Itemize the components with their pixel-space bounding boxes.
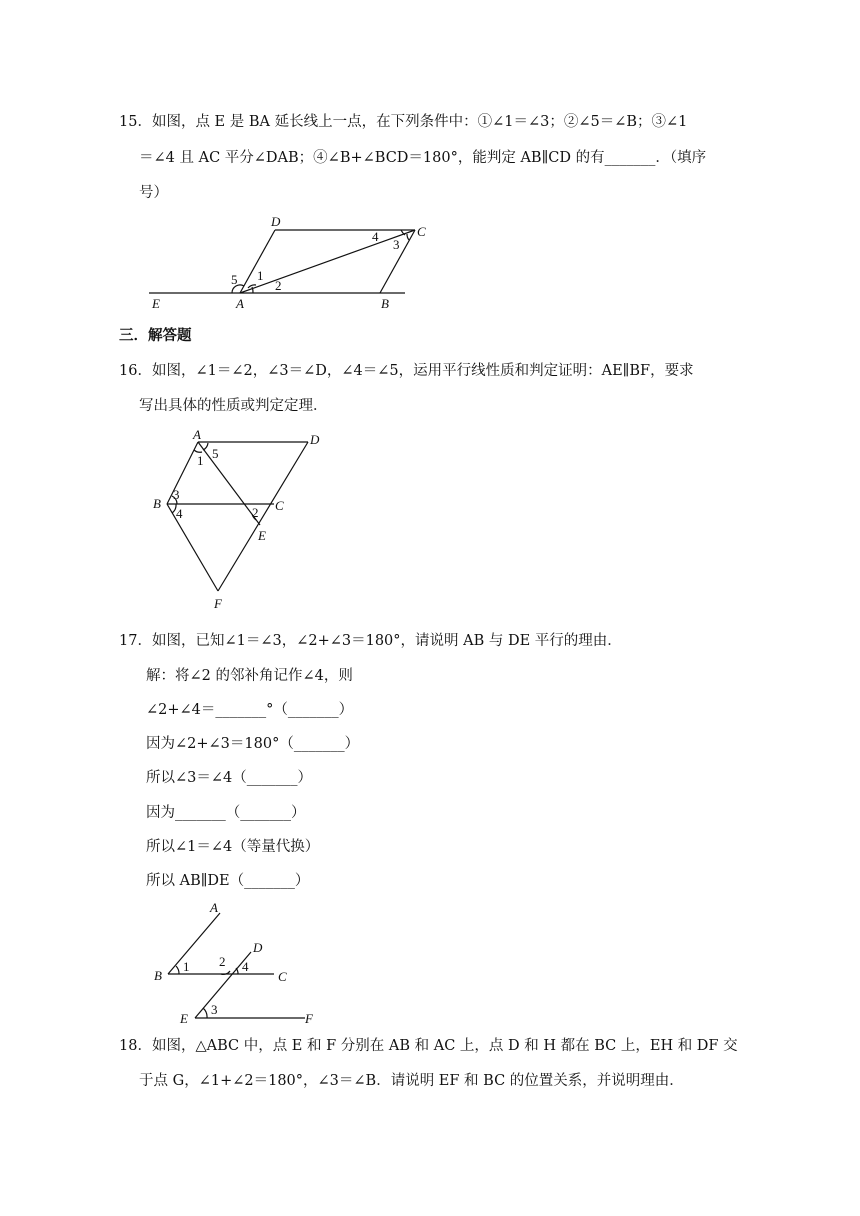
q16-label-5: 5: [212, 446, 219, 461]
q15-label-2: 2: [275, 278, 282, 293]
q16-text-line2: 写出具体的性质或判定定理．: [139, 398, 328, 414]
q15-figure: [145, 212, 435, 312]
q16-label-3: 3: [173, 487, 180, 502]
q15-label-c: C: [417, 224, 426, 239]
q17-label-1: 1: [183, 959, 190, 974]
q16-label-1: 1: [197, 453, 204, 468]
q16-label-b: B: [153, 496, 161, 511]
q16-figure: [150, 428, 340, 613]
q16-label-4: 4: [176, 506, 183, 521]
q16-label-2: 2: [252, 505, 259, 520]
q15-text-line3: 号）: [139, 185, 168, 201]
q17-label-c: C: [278, 969, 287, 984]
q17-label-b: B: [154, 968, 162, 983]
q17-label-d: D: [253, 940, 263, 955]
q15-label-d: D: [271, 214, 281, 229]
section-heading: 三．解答题: [119, 328, 192, 344]
q17-label-2: 2: [219, 954, 226, 969]
q17-label-e: E: [180, 1011, 188, 1026]
q17-label-a: A: [210, 900, 218, 915]
q17-figure: [148, 898, 328, 1026]
q17-label-f: F: [305, 1011, 313, 1026]
q15-label-a: A: [236, 296, 244, 311]
q16-label-c: C: [275, 498, 284, 513]
q16-label-e: E: [258, 528, 266, 543]
q15-label-5: 5: [231, 272, 238, 287]
q17-step-1: 解：将∠2 的邻补角记作∠4，则: [146, 668, 353, 684]
q17-step-3: 因为∠2+∠3＝180°（_______）: [146, 736, 360, 752]
q15-text-line2: ＝∠4 且 AC 平分∠DAB；④∠B+∠BCD＝180°，能判定 AB∥CD 的有_______．（填序: [139, 150, 707, 166]
q15-label-1: 1: [257, 268, 264, 283]
q17-step-5: 因为_______（_______）: [146, 805, 306, 821]
q15-label-3: 3: [393, 237, 400, 252]
q17-text-line1: 17．如图，已知∠1＝∠3，∠2+∠3＝180°，请说明 AB 与 DE 平行的理由．: [119, 633, 622, 649]
q18-text-line1: 18．如图，△ABC 中，点 E 和 F 分别在 AB 和 AC 上，点 D 和 H 都在 BC 上，EH 和 DF 交: [119, 1038, 738, 1054]
q17-label-4: 4: [242, 959, 249, 974]
q17-step-4: 所以∠3＝∠4（_______）: [146, 770, 312, 786]
q17-step-2: ∠2+∠4＝_______°（_______）: [146, 702, 354, 718]
q16-text-line1: 16．如图，∠1＝∠2，∠3＝∠D，∠4＝∠5，运用平行线性质和判定证明：AE∥BF，要求: [119, 363, 694, 379]
q18-text-line2: 于点 G，∠1+∠2＝180°，∠3＝∠B．请说明 EF 和 BC 的位置关系，并说明理由．: [139, 1073, 684, 1089]
q15-label-e: E: [152, 296, 160, 311]
q15-label-b: B: [381, 296, 389, 311]
q17-label-3: 3: [211, 1002, 218, 1017]
q15-label-4: 4: [372, 229, 379, 244]
q16-label-f: F: [214, 596, 222, 611]
q16-label-a: A: [193, 427, 201, 442]
q17-step-6: 所以∠1＝∠4（等量代换）: [146, 839, 320, 855]
q17-step-7: 所以 AB∥DE（_______）: [146, 873, 310, 889]
q16-label-d: D: [310, 432, 320, 447]
q15-text-line1: 15．如图，点 E 是 BA 延长线上一点，在下列条件中：①∠1＝∠3；②∠5＝∠B；③∠1: [119, 114, 688, 130]
